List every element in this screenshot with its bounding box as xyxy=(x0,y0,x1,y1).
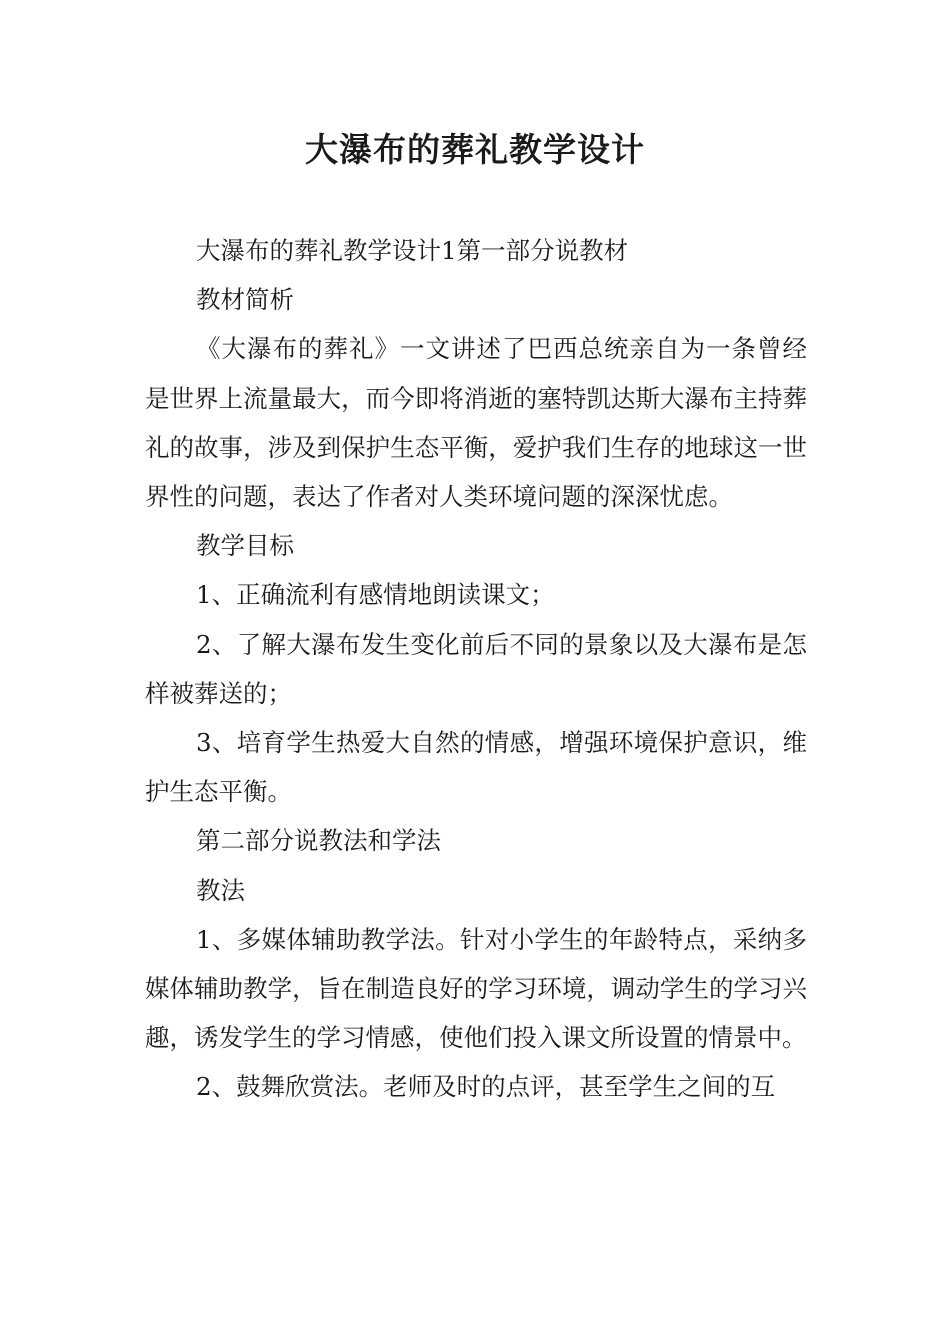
document-title: 大瀑布的葬礼教学设计 xyxy=(305,130,645,169)
paragraph-goal-3: 3、培育学生热爱大自然的情感，增强环境保护意识，维护生态平衡。 xyxy=(145,728,807,807)
paragraph-section-heading-1: 大瀑布的葬礼教学设计1第一部分说教材 xyxy=(196,236,629,265)
paragraph-heading-teaching-goals: 教学目标 xyxy=(196,531,294,561)
document-body xyxy=(145,226,807,1112)
paragraph-method-1: 1、多媒体辅助教学法。针对小学生的年龄特点，采纳多媒体辅助教学，旨在制造良好的学习环境，调动学生的学习兴趣，诱发学生的学习情感，使他们投入课文所设置的情景中。 xyxy=(145,924,807,1053)
paragraph-goal-2: 2、了解大瀑布发生变化前后不同的景象以及大瀑布是怎样被葬送的； xyxy=(145,629,807,708)
paragraph-heading-textbook-analysis: 教材简析 xyxy=(196,285,294,315)
paragraph-heading-teaching-method: 教法 xyxy=(196,875,245,905)
paragraph-section-heading-2: 第二部分说教法和学法 xyxy=(196,826,441,856)
paragraph-method-2: 2、鼓舞欣赏法。老师及时的点评，甚至学生之间的互 xyxy=(196,1072,776,1102)
paragraph-goal-1: 1、正确流利有感情地朗读课文； xyxy=(196,580,555,610)
paragraph-textbook-summary: 《大瀑布的葬礼》一文讲述了巴西总统亲自为一条曾经是世界上流量最大，而今即将消逝的塞特凯达斯大瀑布主持葬礼的故事，涉及到保护生态平衡，爱护我们生存的地球这一世界性的问题，表达了作者对人类环境问题的深深忧虑。 xyxy=(145,334,807,512)
